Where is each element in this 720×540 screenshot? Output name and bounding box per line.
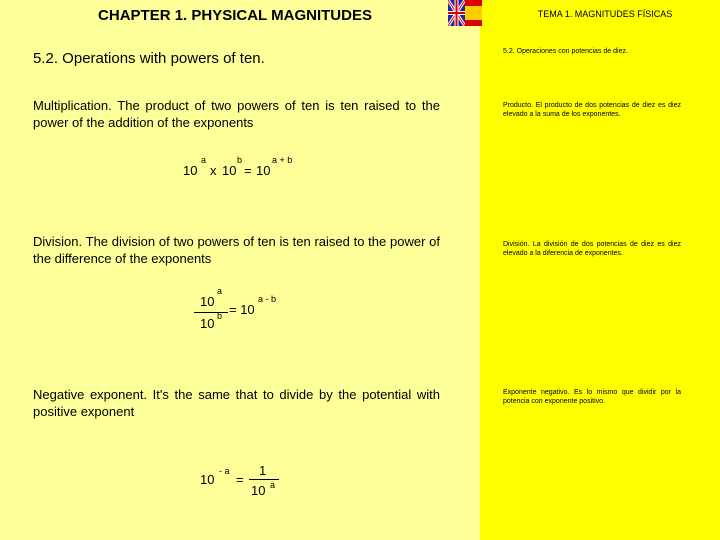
neg-base: 10 — [200, 472, 215, 487]
multiplication-text-en: Multiplication. The product of two powers of ten is ten raised to the power of the addition of the exponents — [33, 98, 440, 130]
mult-equals: = — [244, 163, 252, 178]
neg-den-base: 10 — [251, 483, 266, 498]
mult-base3: 10 — [256, 163, 271, 178]
div-equals: = 10 — [229, 302, 255, 317]
division-text-es: División. La división de dos potencias de diez es diez elevado a la diferencia de exponentes. — [503, 241, 681, 257]
neg-exp: - a — [219, 466, 230, 476]
section-title-en: 5.2. Operations with powers of ten. — [33, 50, 265, 67]
div-num-base: 10 — [200, 294, 215, 309]
mult-exp2: b — [237, 155, 243, 165]
mult-times: x — [210, 163, 217, 178]
div-result-exp: a - b — [258, 294, 277, 304]
div-num-exp: a — [217, 286, 223, 296]
div-den-exp: b — [217, 311, 223, 321]
mult-base1: 10 — [183, 163, 198, 178]
uk-spain-flag-icon — [448, 0, 482, 26]
negative-text-es: Exponente negativo. Es lo mismo que dividir por la potencia con exponente positivo. — [503, 389, 681, 405]
neg-den-exp: a — [270, 480, 276, 490]
div-fraction-bar — [194, 312, 228, 313]
mult-base2: 10 — [222, 163, 237, 178]
mult-exp3: a + b — [272, 155, 293, 165]
neg-equals: = — [236, 472, 244, 487]
negative-text-en: Negative exponent. It's the same that to divide by the potential with positive exponent — [33, 387, 440, 419]
multiplication-text-es: Producto. El producto de dos potencias de diez es diez elevado a la suma de los exponentes. — [503, 102, 681, 118]
chapter-title: CHAPTER 1. PHYSICAL MAGNITUDES — [98, 7, 372, 24]
div-den-base: 10 — [200, 316, 215, 331]
section-title-es: 5.2. Operaciones con potencias de diez. — [503, 48, 628, 55]
division-text-en: Division. The division of two powers of ten is ten raised to the power of the difference of the exponents — [33, 234, 440, 266]
neg-numerator: 1 — [259, 463, 267, 478]
tema-title: TEMA 1. MAGNITUDES FÍSICAS — [537, 9, 673, 19]
mult-exp1: a — [201, 155, 207, 165]
spanish-panel — [480, 0, 720, 540]
